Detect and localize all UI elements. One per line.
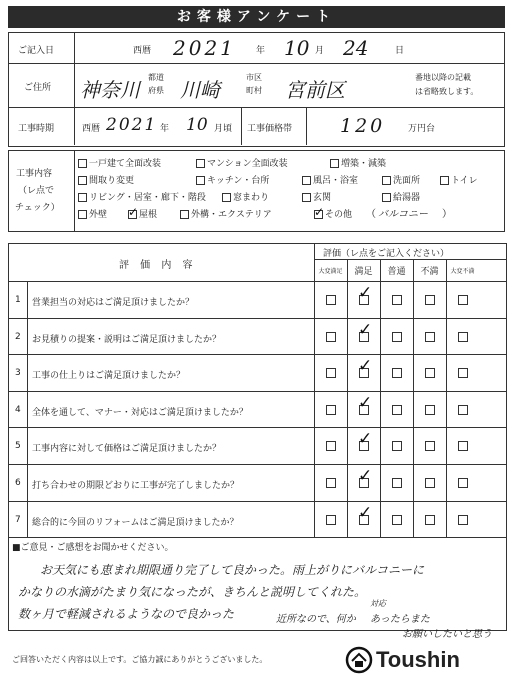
work-option[interactable]	[222, 190, 269, 203]
work-option[interactable]	[196, 173, 269, 186]
work-option[interactable]	[382, 173, 420, 186]
rating-checkbox[interactable]	[326, 332, 336, 342]
year-unit: 年	[256, 46, 266, 56]
evaluation-header: 評 価 内 容	[119, 260, 197, 271]
work-option[interactable]	[440, 173, 478, 186]
table-rule	[9, 281, 506, 282]
table-rule	[347, 259, 348, 537]
city-unit-bottom: 町村	[246, 86, 262, 95]
table-rule	[9, 464, 506, 465]
rating-checkbox[interactable]	[425, 295, 435, 305]
comment-line-3: 数ヶ月で軽減されるようなので良かった	[18, 607, 235, 621]
rating-checkbox[interactable]	[392, 295, 402, 305]
checkbox[interactable]	[222, 193, 231, 202]
comment-insert: 対応	[370, 599, 386, 608]
work-period-month: 10	[186, 115, 208, 135]
rating-checkbox[interactable]	[326, 515, 336, 525]
checkbox[interactable]	[382, 193, 391, 202]
work-period-year-unit: 年	[160, 124, 170, 134]
work-option[interactable]	[128, 207, 157, 220]
question-number: 1	[15, 295, 21, 305]
scale-label: 大変満足	[318, 268, 343, 275]
question-text: 工事内容に対して価格はご満足頂けましたか？	[32, 444, 222, 455]
page-title: お客様アンケート	[8, 6, 505, 28]
work-option-label: 間取り変更	[89, 176, 135, 186]
work-option-label: マンション全面改装	[207, 159, 288, 169]
question-text: 工事の仕上りはご満足頂けましたか？	[32, 371, 186, 382]
table-rule	[27, 318, 28, 355]
work-option-label: リビング・居室・廊下・階段	[89, 193, 206, 203]
brand-logo: Toushin	[376, 647, 460, 672]
table-rule	[9, 318, 506, 319]
date-day: 24	[343, 36, 369, 60]
work-period-month-unit: 月頃	[214, 124, 233, 134]
question-number: 6	[15, 478, 21, 488]
checkbox[interactable]	[180, 210, 189, 219]
work-option-label: 屋根	[139, 210, 158, 220]
table-rule	[9, 391, 506, 392]
rating-checkbox[interactable]	[425, 405, 435, 415]
scale-label: 大変不満	[450, 268, 475, 275]
work-option[interactable]	[180, 207, 272, 220]
check-mark-icon: ✓	[314, 205, 325, 219]
rating-checkbox[interactable]	[458, 332, 468, 342]
address-note-1: 番地以降の記載	[415, 73, 471, 82]
table-rule	[27, 464, 28, 501]
table-rule	[27, 427, 28, 464]
rating-checkbox[interactable]	[458, 405, 468, 415]
rating-checkbox[interactable]	[392, 515, 402, 525]
comments-label: ■ご意見・ご感想をお聞かせください。	[12, 543, 174, 553]
evaluation-table	[8, 243, 507, 538]
scale-label: 不満	[420, 267, 439, 277]
address-note-2: は省略致します。	[415, 87, 479, 96]
work-option[interactable]	[302, 173, 358, 186]
checkbox[interactable]	[196, 159, 205, 168]
city-unit-top: 市区	[246, 73, 262, 82]
comment-line-4a: 近所なので、何か	[276, 614, 356, 625]
table-rule	[27, 281, 28, 318]
rating-checkbox[interactable]	[326, 441, 336, 451]
work-period-year: 2021	[106, 115, 158, 135]
question-number: 3	[15, 368, 21, 379]
question-number: 7	[15, 514, 21, 525]
work-label-1: 工事内容	[16, 169, 53, 179]
rating-checkbox[interactable]	[392, 441, 402, 451]
question-text: 全体を通して、マナー・対応はご満足頂けましたか？	[32, 407, 248, 418]
rating-checkbox[interactable]	[425, 332, 435, 342]
work-option[interactable]	[78, 190, 206, 203]
work-period-label: 工事時期	[18, 124, 55, 134]
work-option[interactable]	[78, 207, 107, 220]
work-option[interactable]	[382, 190, 420, 203]
rating-checkbox[interactable]	[392, 368, 402, 378]
checkbox[interactable]	[302, 176, 311, 185]
work-option-label: 外壁	[89, 210, 108, 220]
rating-checkbox[interactable]	[458, 515, 468, 525]
date-era: 西暦	[133, 46, 152, 56]
checked-checkbox[interactable]	[314, 205, 325, 219]
work-option-label: その他	[325, 210, 353, 220]
work-option-label: 給湯器	[393, 193, 421, 203]
work-option-label: キッチン・台所	[207, 176, 270, 186]
checkbox[interactable]	[330, 159, 339, 168]
rating-checkbox[interactable]	[425, 441, 435, 451]
work-label-3: チェック）	[15, 203, 60, 213]
work-option[interactable]	[78, 173, 134, 186]
work-option[interactable]	[314, 207, 352, 220]
table-rule	[27, 391, 28, 428]
check-mark-icon: ✓	[358, 466, 373, 486]
rating-checkbox[interactable]	[326, 368, 336, 378]
price-label: 工事価格帯	[247, 124, 293, 134]
price-unit: 万円台	[408, 124, 436, 134]
rating-checkbox[interactable]	[326, 478, 336, 488]
date-year: 2021	[173, 36, 236, 60]
work-option[interactable]	[78, 156, 161, 169]
rating-checkbox[interactable]	[326, 405, 336, 415]
address-label: ご住所	[24, 83, 52, 93]
address-ward: 宮前区	[285, 78, 345, 102]
address-prefecture: 神奈川	[80, 78, 140, 102]
rating-checkbox[interactable]	[425, 478, 435, 488]
other-paren-close: ）	[442, 209, 452, 220]
question-number: 5	[15, 441, 21, 452]
rating-checkbox[interactable]	[392, 332, 402, 342]
checkbox[interactable]	[440, 176, 449, 185]
table-rule	[314, 259, 506, 260]
table-rule	[380, 259, 381, 537]
work-option-label: 玄関	[313, 193, 332, 203]
checkbox[interactable]	[196, 176, 205, 185]
table-rule	[27, 501, 28, 538]
address-city: 川崎	[180, 78, 220, 102]
footer-text: ご回答いただく内容は以上です。ご協力誠にありがとうございました。	[12, 655, 268, 664]
work-option-label: 洗面所	[393, 176, 421, 186]
checkbox[interactable]	[382, 176, 391, 185]
rating-checkbox[interactable]	[458, 478, 468, 488]
scale-label: 満足	[354, 267, 373, 277]
rating-checkbox[interactable]	[392, 478, 402, 488]
work-option-label: 風呂・浴室	[313, 176, 359, 186]
other-value: バルコニー	[378, 209, 428, 220]
day-unit: 日	[395, 46, 405, 56]
comment-line-5: お願いしたいと思う	[402, 629, 492, 640]
other-paren-open: （	[366, 209, 376, 220]
check-mark-icon: ✓	[358, 502, 373, 523]
house-logo-icon	[345, 645, 373, 675]
comment-line-1: お天気にも恵まれ期限通り完了して良かった。雨上がりにバルコニーに	[40, 563, 425, 577]
checkbox[interactable]	[78, 176, 87, 185]
question-number: 2	[15, 331, 21, 342]
rating-checkbox[interactable]	[458, 368, 468, 378]
check-mark-icon: ✓	[358, 392, 373, 413]
comment-line-2: かなりの水滴がたまり気になったが、きちんと説明してくれた。	[18, 585, 367, 599]
month-unit: 月	[315, 46, 325, 56]
work-option-label: 一戸建て全面改装	[89, 159, 162, 169]
checkbox[interactable]	[78, 193, 87, 202]
check-mark-icon: ✓	[358, 429, 373, 450]
table-rule	[9, 427, 506, 428]
question-text: 打ち合わせの期限どおりに工事が完了しましたか？	[32, 481, 240, 491]
rating-checkbox[interactable]	[425, 515, 435, 525]
work-option-label: 増築・減築	[341, 159, 387, 169]
question-text: 総合的に今回のリフォームはご満足頂けましたか？	[32, 517, 239, 528]
table-rule	[27, 354, 28, 391]
work-option[interactable]	[196, 156, 288, 169]
work-option-label: トイレ	[451, 176, 478, 186]
pref-unit-top: 都道	[148, 73, 164, 82]
price-value: 120	[340, 115, 386, 137]
rating-checkbox[interactable]	[458, 295, 468, 305]
work-option-label: 窓まわり	[233, 193, 270, 203]
question-text: お見積りの提案・説明はご満足頂けましたか？	[32, 334, 222, 345]
table-rule	[413, 259, 414, 537]
rating-checkbox[interactable]	[326, 295, 336, 305]
rating-checkbox[interactable]	[458, 441, 468, 451]
scale-header: 評価（レ点をご記入ください）	[323, 249, 450, 259]
check-mark-icon: ✓	[128, 205, 139, 219]
work-period-era: 西暦	[82, 124, 101, 134]
date-month: 10	[284, 36, 310, 60]
work-option[interactable]	[330, 156, 386, 169]
work-option-label: 外構・エクステリア	[191, 210, 272, 220]
checkbox[interactable]	[302, 193, 311, 202]
work-option[interactable]	[302, 190, 331, 203]
pref-unit-bottom: 府県	[148, 86, 164, 95]
checkbox[interactable]	[78, 159, 87, 168]
question-number: 4	[15, 404, 21, 415]
rating-checkbox[interactable]	[425, 368, 435, 378]
rating-checkbox[interactable]	[392, 405, 402, 415]
check-mark-icon: ✓	[358, 319, 373, 340]
table-rule	[446, 259, 447, 537]
checkbox[interactable]	[78, 210, 87, 219]
work-label-2: （レ点で	[18, 186, 55, 196]
table-rule	[9, 354, 506, 355]
check-mark-icon: ✓	[358, 356, 373, 377]
comment-line-4b: あったらまた	[370, 614, 430, 625]
check-mark-icon: ✓	[358, 283, 373, 303]
table-rule	[9, 501, 506, 502]
checked-checkbox[interactable]	[128, 205, 139, 219]
question-text: 営業担当の対応はご満足頂けましたか？	[32, 298, 195, 308]
date-label: ご記入日	[18, 46, 55, 56]
scale-label: 普通	[387, 267, 406, 277]
